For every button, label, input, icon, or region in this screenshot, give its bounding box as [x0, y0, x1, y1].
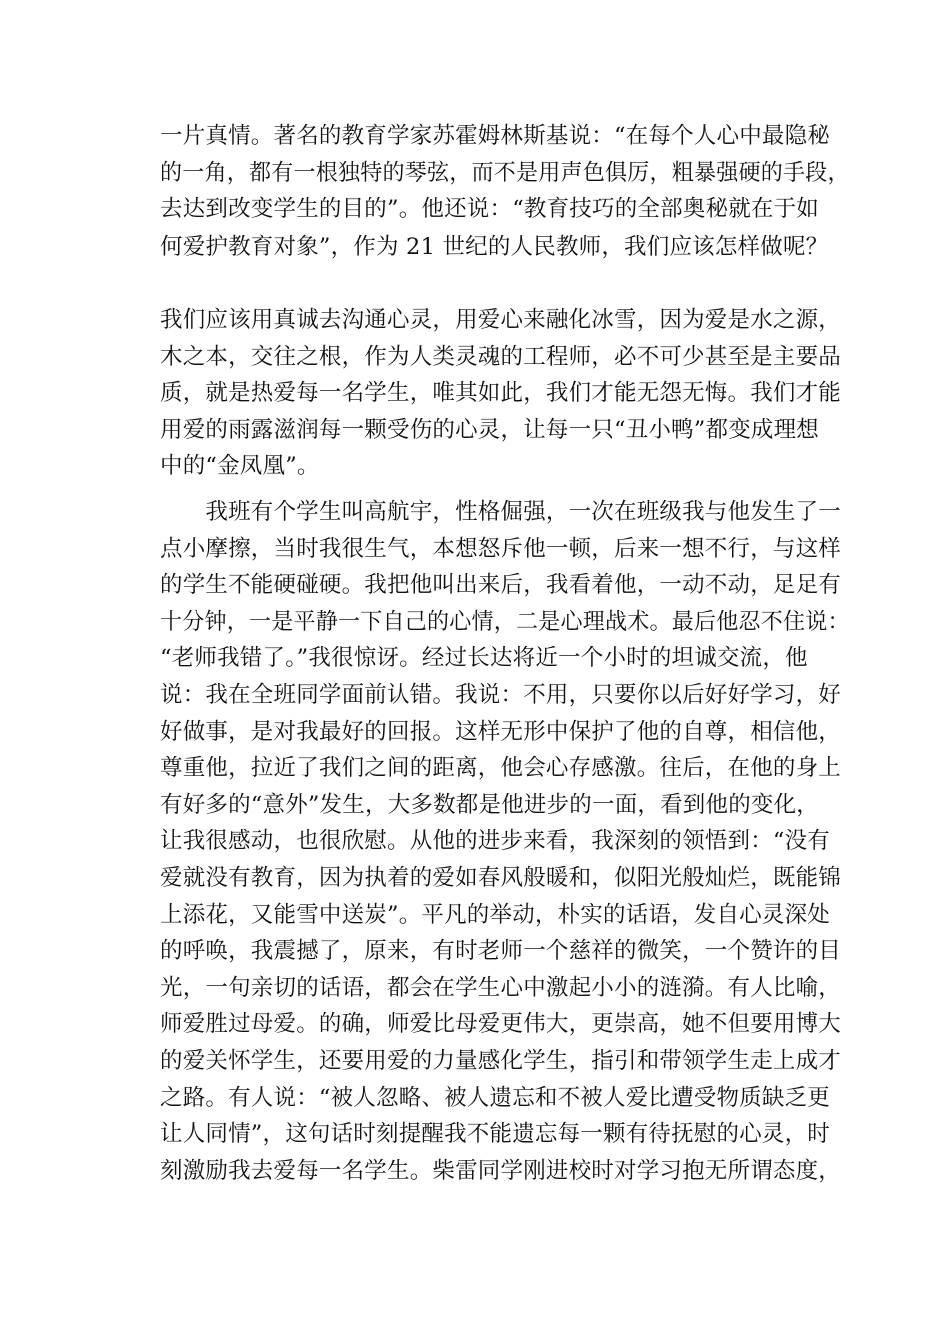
text-line: 十分钟，一是平静一下自己的心情，二是心理战术。最后他忍不住说：: [160, 608, 850, 635]
text-line: 爱就没有教育，因为执着的爱如春风般暖和，似阳光般灿烂，既能锦: [160, 864, 842, 891]
text-line: 木之本，交往之根，作为人类灵魂的工程师，必不可少甚至是主要品: [160, 343, 842, 370]
text-line: 我班有个学生叫高航宇，性格倔强，一次在班级我与他发生了一: [160, 499, 842, 525]
text-line: 光，一句亲切的话语，都会在学生心中激起小小的涟漪。有人比喻，: [160, 974, 842, 1001]
text-line: 的一角，都有一根独特的琴弦，而不是用声色俱厉，粗暴强硬的手段，: [160, 159, 850, 186]
text-line: 的呼唤，我震撼了，原来，有时老师一个慈祥的微笑，一个赞许的目: [160, 938, 842, 965]
text-line: 有好多的“意外”发生，大多数都是他进步的一面，看到他的变化，: [160, 791, 820, 818]
paragraph-block-3: [160, 302, 850, 485]
text-line: 去达到改变学生的目的”。他还说：“教育技巧的全部奥秘就在于如: [160, 196, 820, 223]
text-line: 说：我在全班同学面前认错。我说：不用，只要你以后好好学习，好: [160, 681, 842, 708]
text-line: 好做事，是对我最好的回报。这样无形中保护了他的自尊，相信他，: [160, 718, 842, 745]
paragraph-block-2: [160, 229, 850, 266]
text-line: 刻激励我去爱每一名学生。柴雷同学刚进校时对学习抱无所谓态度，: [160, 1157, 842, 1184]
paragraph-block-1: [160, 118, 850, 228]
text-line: 质，就是热爱每一名学生，唯其如此，我们才能无怨无悔。我们才能: [160, 380, 842, 407]
text-line: 之路。有人说：“被人忽略、被人遗忘和不被人爱比遭受物质缺乏更: [160, 1084, 831, 1111]
text-line: 让人同情”，这句话时刻提醒我不能遗忘每一颗有待抚慰的心灵，时: [160, 1121, 831, 1148]
text-line: 我们应该用真诚去沟通心灵，用爱心来融化冰雪，因为爱是水之源，: [160, 307, 842, 333]
text-line: 的爱关怀学生，还要用爱的力量感化学生，指引和带领学生走上成才: [160, 1047, 842, 1074]
text-line: 的学生不能硬碰硬。我把他叫出来后，我看着他，一动不动，足足有: [160, 572, 842, 599]
text-line: 点小摩擦，当时我很生气，本想怒斥他一顿，后来一想不行，与这样: [160, 535, 842, 562]
text-line: 尊重他，拉近了我们之间的距离，他会心存感激。往后，在他的身上: [160, 755, 842, 782]
text-line: 中的“金凤凰”。: [160, 453, 320, 480]
text-line: 用爱的雨露滋润每一颗受伤的心灵，让每一只“丑小鸭”都变成理想: [160, 416, 820, 443]
paragraph-block-4: [160, 494, 850, 1189]
text-line: 一片真情。著名的教育学家苏霍姆林斯基说：“在每个人心中最隐秘: [160, 123, 831, 149]
text-line: 上添花，又能雪中送炭”。平凡的举动，朴实的话语，发自心灵深处: [160, 901, 831, 928]
text-line: 让我很感动，也很欣慰。从他的进步来看，我深刻的领悟到：“没有: [160, 828, 831, 855]
text-line: 何爱护教育对象”，作为 21 世纪的人民教师，我们应该怎样做呢？: [160, 234, 829, 260]
text-line: “老师我错了。”我很惊讶。经过长达将近一个小时的坦诚交流，他: [160, 645, 808, 672]
text-line: 师爱胜过母爱。的确，师爱比母爱更伟大，更崇高，她不但要用博大: [160, 1011, 842, 1038]
